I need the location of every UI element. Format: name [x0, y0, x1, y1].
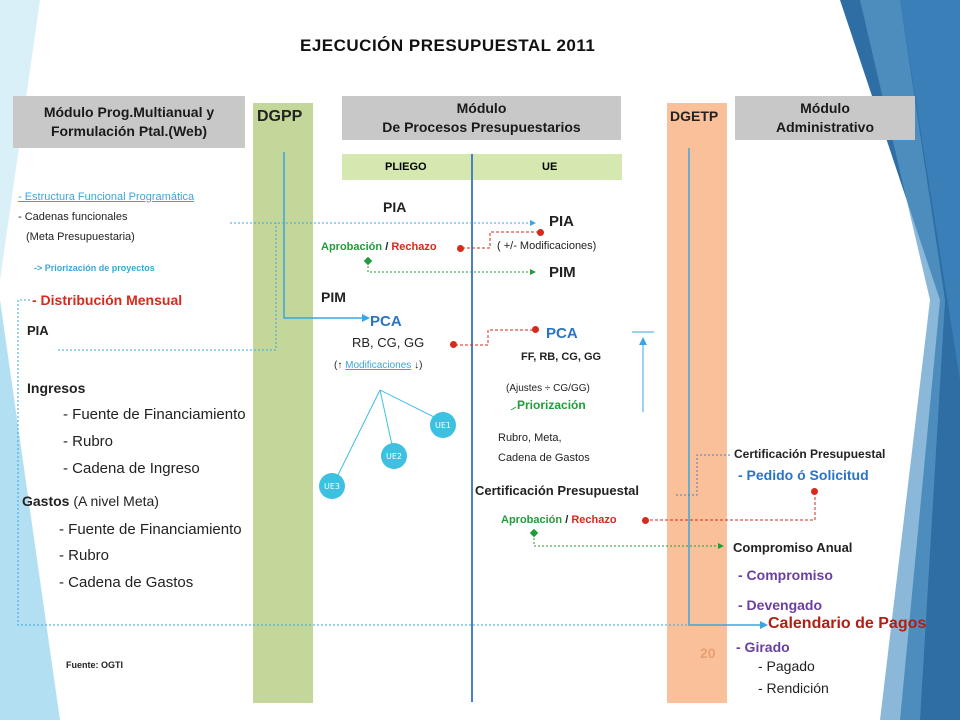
gastos-heading	[22, 493, 159, 509]
devengado: - Devengado	[738, 597, 823, 613]
estructura-funcional-link[interactable]: - Estructura Funcional Programática	[18, 191, 195, 203]
ff-rb-cg-gg: FF, RB, CG, GG	[521, 351, 602, 363]
priorizacion-ue: Priorización	[517, 398, 586, 412]
slash-2: /	[565, 514, 569, 526]
header-right-line2: Administrativo	[775, 119, 874, 135]
rechazo-2: Rechazo	[571, 514, 617, 526]
compromiso: - Compromiso	[738, 567, 833, 583]
marker-pia-ue	[537, 229, 544, 236]
pia-ue: PIA	[549, 213, 575, 230]
certificacion-middle: Certificación Presupuestal	[475, 483, 639, 498]
gastos-label: Gastos	[22, 493, 70, 509]
pia-pliego: PIA	[383, 199, 407, 215]
gastos-fuente: - Fuente de Financiamiento	[59, 521, 242, 538]
marker-pedido	[811, 488, 818, 495]
arrow-down-icon: ↓)	[414, 360, 423, 371]
header-left-label: Módulo Prog.Multianual y Formulación Ptal.(Web)	[43, 104, 215, 139]
modificaciones-note: ( +/- Modificaciones)	[497, 240, 597, 252]
girado: - Girado	[736, 639, 790, 655]
aprobacion-rechazo-1	[321, 241, 437, 253]
ue1-node: UE1	[430, 412, 456, 438]
page-title: EJECUCIÓN PRESUPUESTAL 2011	[300, 36, 596, 55]
compromiso-anual: Compromiso Anual	[733, 540, 853, 555]
dgetp-label: DGETP	[670, 108, 719, 124]
page-number: 20	[700, 645, 716, 661]
rechazo-1: Rechazo	[391, 241, 437, 253]
rubro-meta: Rubro, Meta,	[498, 432, 562, 444]
ajustes-note: (Ajustes ÷ CG/GG)	[506, 383, 590, 394]
pim-ue: PIM	[549, 264, 576, 281]
arrow-up-icon: (↑	[334, 360, 343, 371]
ue2-node: UE2	[381, 443, 407, 469]
header-right-line1: Módulo	[800, 100, 850, 116]
slash-1: /	[385, 241, 389, 253]
aprobacion-rechazo-2	[501, 514, 617, 526]
marker-pca-pliego	[450, 341, 457, 348]
gastos-rubro: - Rubro	[59, 547, 110, 564]
marker-aprob1	[457, 245, 464, 252]
dgpp-label: DGPP	[257, 108, 303, 125]
pca-pliego: PCA	[370, 313, 402, 330]
pagado: - Pagado	[758, 658, 815, 674]
aprobacion-1: Aprobación	[321, 241, 383, 253]
cadenas-funcionales: - Cadenas funcionales	[18, 211, 128, 223]
marker-aprob2	[642, 517, 649, 524]
header-middle-line1: Módulo	[456, 100, 507, 116]
left-pia: PIA	[27, 323, 49, 338]
pedido-solicitud: - Pedido ó Solicitud	[738, 467, 869, 483]
marker-pca-ue	[532, 326, 539, 333]
modificaciones-link[interactable]: Modificaciones	[345, 360, 412, 371]
pliego-label: PLIEGO	[385, 161, 427, 173]
rendicion: - Rendición	[758, 680, 829, 696]
gastos-nivel: (A nivel Meta)	[73, 493, 159, 509]
ingresos-fuente: - Fuente de Financiamiento	[63, 406, 246, 423]
ingresos-cadena: - Cadena de Ingreso	[63, 460, 200, 477]
ue3-node: UE3	[319, 473, 345, 499]
pim-pliego: PIM	[321, 289, 346, 305]
ue-label: UE	[542, 161, 558, 173]
fuente-ogti: Fuente: OGTI	[66, 660, 123, 670]
calendario-pagos: Calendario de Pagos	[768, 615, 927, 632]
modificaciones-row	[334, 360, 422, 371]
pca-ue: PCA	[546, 325, 578, 342]
priorizacion-proyectos: -> Priorización de proyectos	[34, 263, 155, 273]
certificacion-right: Certificación Presupuestal	[734, 447, 886, 461]
rb-cg-gg: RB, CG, GG	[352, 335, 425, 350]
distribucion-mensual: - Distribución Mensual	[32, 292, 183, 308]
ingresos-heading: Ingresos	[27, 380, 86, 396]
header-middle-line2: De Procesos Presupuestarios	[382, 119, 581, 135]
ingresos-rubro: - Rubro	[63, 433, 114, 450]
aprobacion-2: Aprobación	[501, 514, 563, 526]
gastos-cadena: - Cadena de Gastos	[59, 574, 194, 591]
cadena-gastos-ue: Cadena de Gastos	[498, 452, 590, 464]
meta-presupuestaria: (Meta Presupuestaria)	[26, 231, 135, 243]
